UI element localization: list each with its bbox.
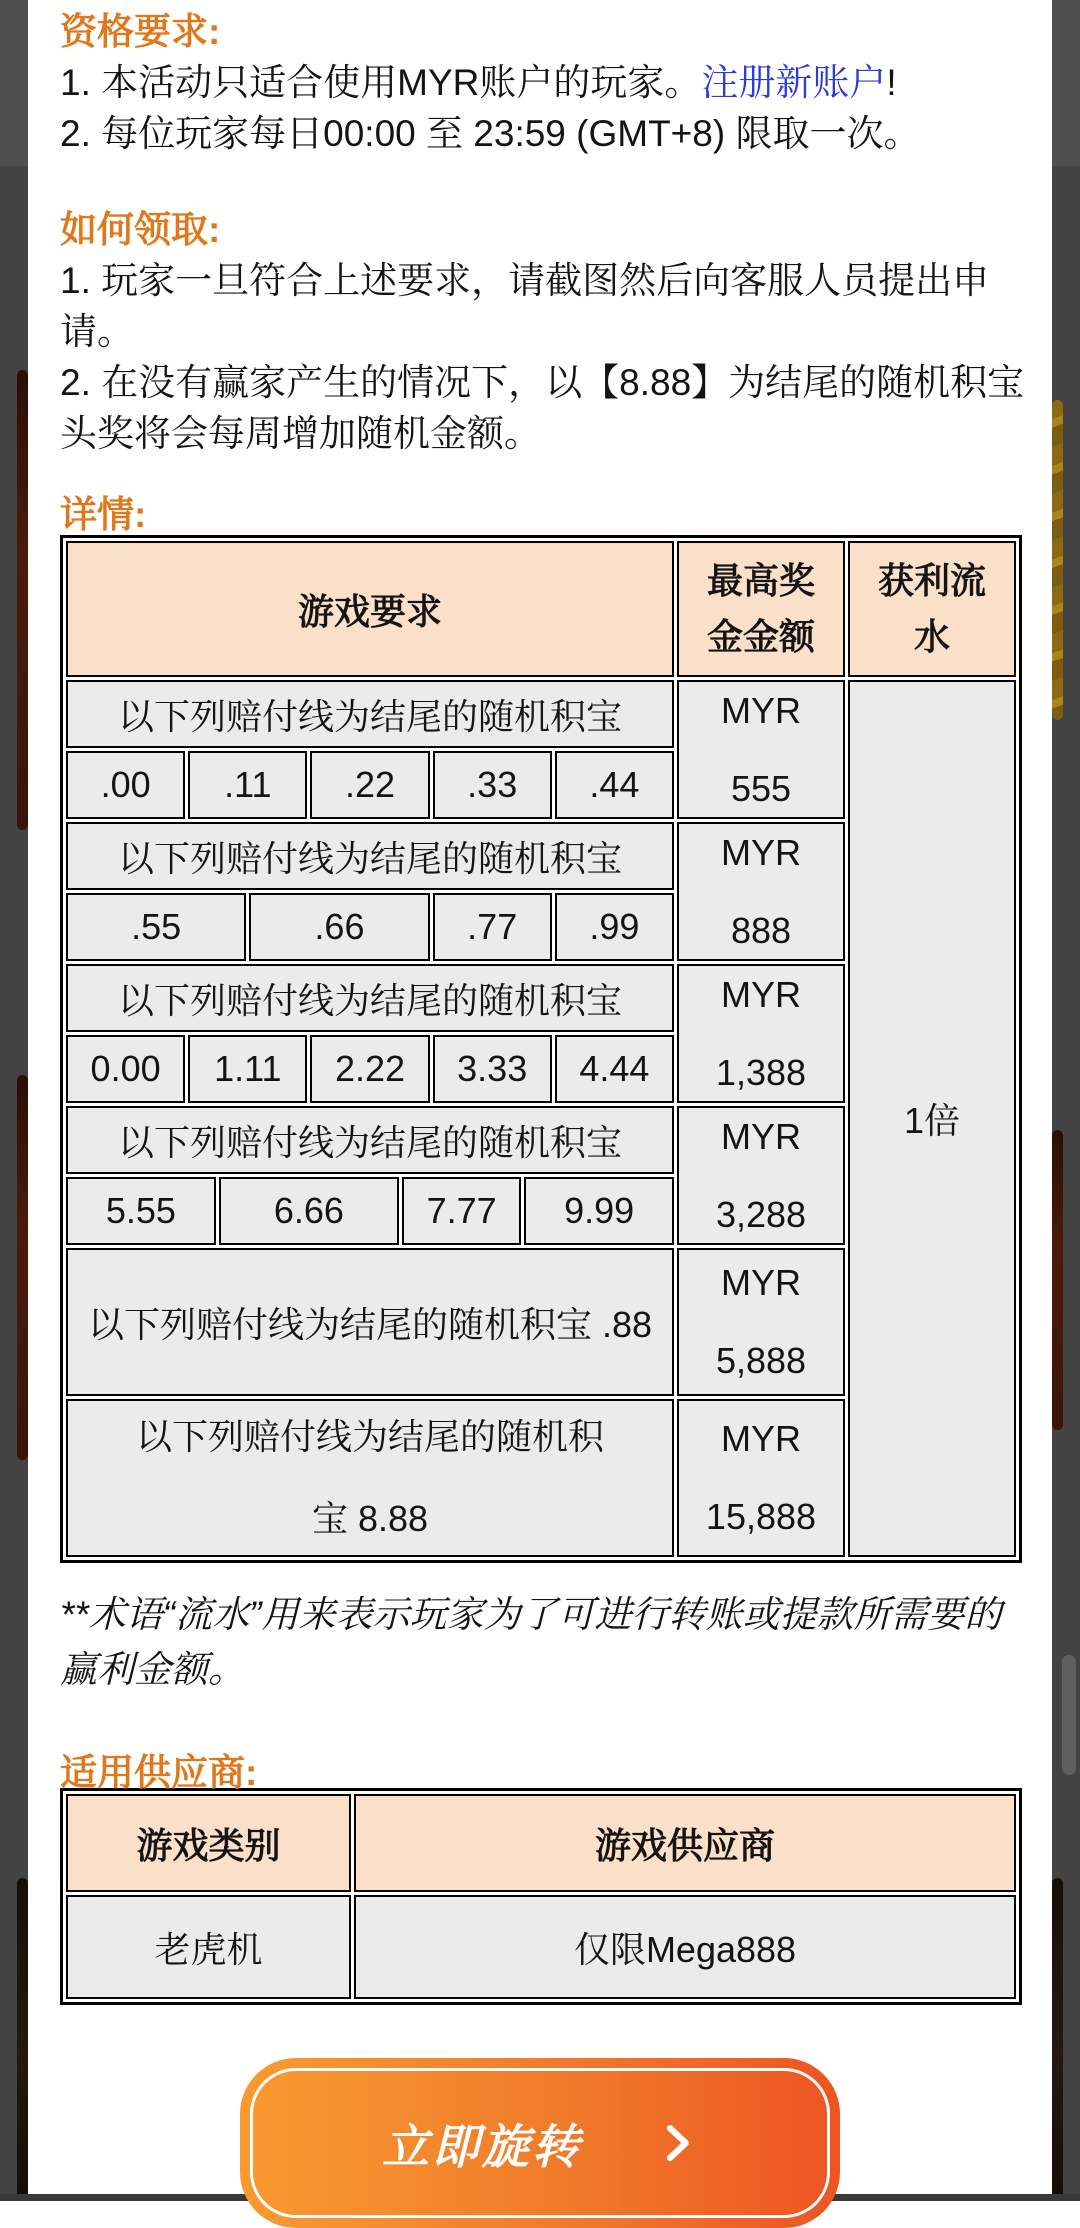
page-edge-right	[1052, 0, 1080, 2201]
requirement-label-cell: 以下列赔付线为结尾的随机积宝	[66, 822, 674, 890]
payline-value-cell: 7.77	[402, 1177, 521, 1245]
prize-cell: MYR 3,288	[677, 1106, 845, 1245]
requirement-label-cell: 以下列赔付线为结尾的随机积宝 .88	[66, 1248, 674, 1396]
register-account-link[interactable]: 注册新账户	[701, 62, 887, 103]
provider-name-cell: 仅限Mega888	[354, 1895, 1016, 1999]
payline-value-cell: .00	[66, 751, 185, 819]
claim-item-2: 2. 在没有赢家产生的情况下，以【8.88】为结尾的随机积宝头奖将会每周增加随机金额。	[60, 362, 1025, 454]
payline-value-cell: 0.00	[66, 1035, 185, 1103]
chevron-right-icon	[656, 2119, 698, 2167]
payline-value-cell: .11	[188, 751, 307, 819]
requirement-label-cell: 以下列赔付线为结尾的随机积宝 8.88	[66, 1399, 674, 1557]
payline-value-cell: 9.99	[524, 1177, 674, 1245]
spin-now-label: 立即旋转	[382, 2119, 582, 2173]
details-table	[60, 535, 1022, 1563]
prize-cell: MYR 15,888	[677, 1399, 845, 1557]
prize-cell: MYR 5,888	[677, 1248, 845, 1396]
page-edge-right-top	[1052, 0, 1080, 166]
turnover-cell: 1倍	[848, 680, 1016, 1557]
turnover-footnote: **术语“流水”用来表示玩家为了可进行转账或提款所需要的赢利金额。	[60, 1594, 1002, 1690]
background-card-fragment	[1052, 400, 1063, 720]
background-card-fragment	[17, 1878, 28, 2201]
requirement-label-cell: 以下列赔付线为结尾的随机积宝	[66, 680, 674, 748]
payline-value-cell: 5.55	[66, 1177, 216, 1245]
background-card-fragment	[17, 1075, 28, 1460]
requirement-label-cell: 以下列赔付线为结尾的随机积宝	[66, 964, 674, 1032]
payline-value-cell: .55	[66, 893, 246, 961]
prize-cell: MYR 888	[677, 822, 845, 961]
eligibility-item-1-text: 1. 本活动只适合使用MYR账户的玩家。	[60, 62, 702, 103]
eligibility-item-2: 2. 每位玩家每日00:00 至 23:59 (GMT+8) 限取一次。	[60, 113, 921, 154]
eligibility-item-1-suffix: !	[886, 62, 897, 103]
payline-value-cell: .66	[249, 893, 429, 961]
section-title-eligibility: 资格要求:	[60, 11, 221, 52]
payline-value-cell: .99	[555, 893, 674, 961]
claim-item-1: 1. 玩家一旦符合上述要求，请截图然后向客服人员提出申请。	[60, 260, 990, 352]
provider-category-cell: 老虎机	[66, 1895, 351, 1999]
table-header-turnover: 获利流水	[848, 541, 1016, 677]
spin-now-button[interactable]	[240, 2058, 840, 2228]
background-card-fragment	[17, 370, 28, 830]
section-title-providers: 适用供应商:	[60, 1752, 258, 1793]
table-header-game-requirement: 游戏要求	[66, 541, 674, 677]
payline-value-cell: 4.44	[555, 1035, 674, 1103]
page-edge-left-top	[0, 0, 28, 166]
payline-value-cell: 3.33	[433, 1035, 552, 1103]
section-title-details: 详情:	[60, 494, 147, 535]
payline-value-cell: .22	[310, 751, 429, 819]
section-title-how-to-claim: 如何领取:	[60, 209, 221, 250]
table-header-max-bonus: 最高奖金金额	[677, 541, 845, 677]
prize-cell: MYR 1,388	[677, 964, 845, 1103]
promo-terms-panel	[28, 0, 1052, 2005]
providers-header-category: 游戏类别	[66, 1794, 351, 1892]
payline-value-cell: 1.11	[188, 1035, 307, 1103]
prize-cell: MYR 555	[677, 680, 845, 819]
requirement-label-cell: 以下列赔付线为结尾的随机积宝	[66, 1106, 674, 1174]
payline-value-cell: .44	[555, 751, 674, 819]
payline-value-cell: 6.66	[219, 1177, 399, 1245]
page-edge-left	[0, 0, 28, 2201]
providers-table	[60, 1788, 1022, 2005]
payline-value-cell: .77	[433, 893, 552, 961]
payline-value-cell: .33	[433, 751, 552, 819]
providers-header-provider: 游戏供应商	[354, 1794, 1016, 1892]
background-card-fragment	[1052, 1878, 1063, 2201]
eligibility-item-1	[60, 57, 1026, 108]
payline-value-cell: 2.22	[310, 1035, 429, 1103]
scrollbar-thumb[interactable]	[1062, 1655, 1076, 1775]
background-card-fragment	[1052, 1130, 1063, 1430]
